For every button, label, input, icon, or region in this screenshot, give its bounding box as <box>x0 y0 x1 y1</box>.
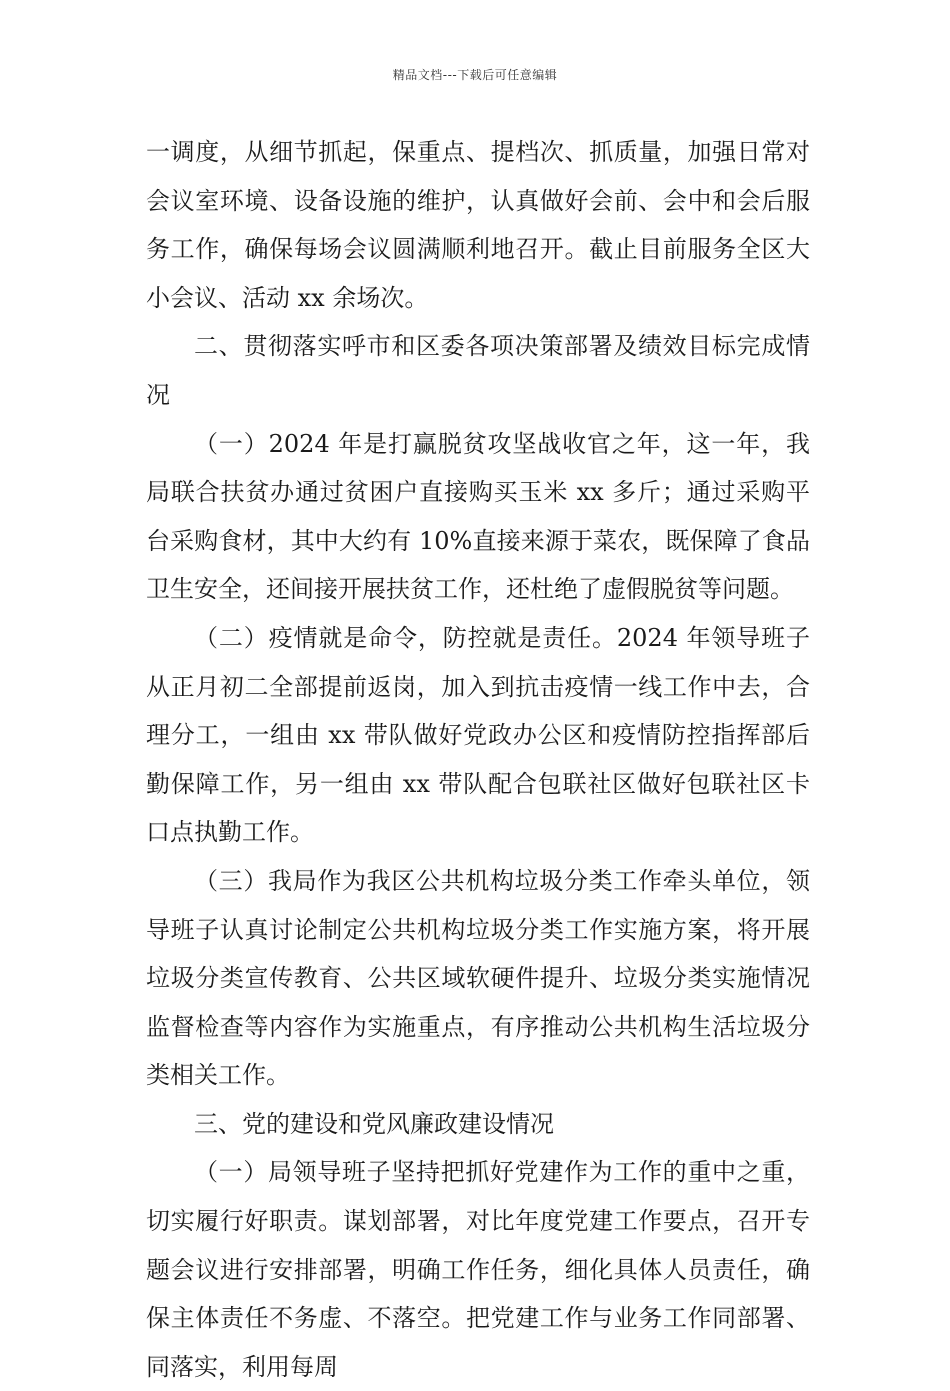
paragraph-continuation: 一调度，从细节抓起，保重点、提档次、抓质量，加强日常对会议室环境、设备设施的维护，认真做好会前、会中和会后服务工作，确保每场会议圆满顺利地召开。截止目前服务全区大小会议、活动 xx 余场次。 <box>146 138 810 312</box>
section-heading-2: 二、贯彻落实呼市和区委各项决策部署及绩效目标完成情况 <box>146 332 810 409</box>
section-heading-3: 三、党的建设和党风廉政建设情况 <box>194 1109 554 1138</box>
page-header: 精品文档---下载后可任意编辑 <box>392 68 558 82</box>
paragraph-3-1: （一）局领导班子坚持把抓好党建作为工作的重中之重，切实履行好职责。谋划部署，对比年度党建工作要点，召开专题会议进行安排部署，明确工作任务，细化具体人员责任，确保主体责任不务虚、不落空。把党建工作与业务工作同部署、同落实，利用每周 <box>146 1158 810 1381</box>
document-body <box>146 128 810 1391</box>
paragraph-2-1: （一）2024 年是打赢脱贫攻坚战收官之年，这一年，我局联合扶贫办通过贫困户直接购买玉米 xx 多斤；通过采购平台采购食材，其中大约有 10%直接来源于菜农，既保障了食品卫生安全，还间接开展扶贫工作，还杜绝了虚假脱贫等问题。 <box>146 429 810 604</box>
paragraph-2-2: （二）疫情就是命令，防控就是责任。2024 年领导班子从正月初二全部提前返岗，加入到抗击疫情一线工作中去，合理分工，一组由 xx 带队做好党政办公区和疫情防控指挥部后勤保障工作，另一组由 xx 带队配合包联社区做好包联社区卡口点执勤工作。 <box>146 623 810 847</box>
paragraph-2-3: （三）我局作为我区公共机构垃圾分类工作牵头单位，领导班子认真讨论制定公共机构垃圾分类工作实施方案，将开展垃圾分类宣传教育、公共区域软硬件提升、垃圾分类实施情况监督检查等内容作为实施重点，有序推动公共机构生活垃圾分类相关工作。 <box>146 866 810 1090</box>
